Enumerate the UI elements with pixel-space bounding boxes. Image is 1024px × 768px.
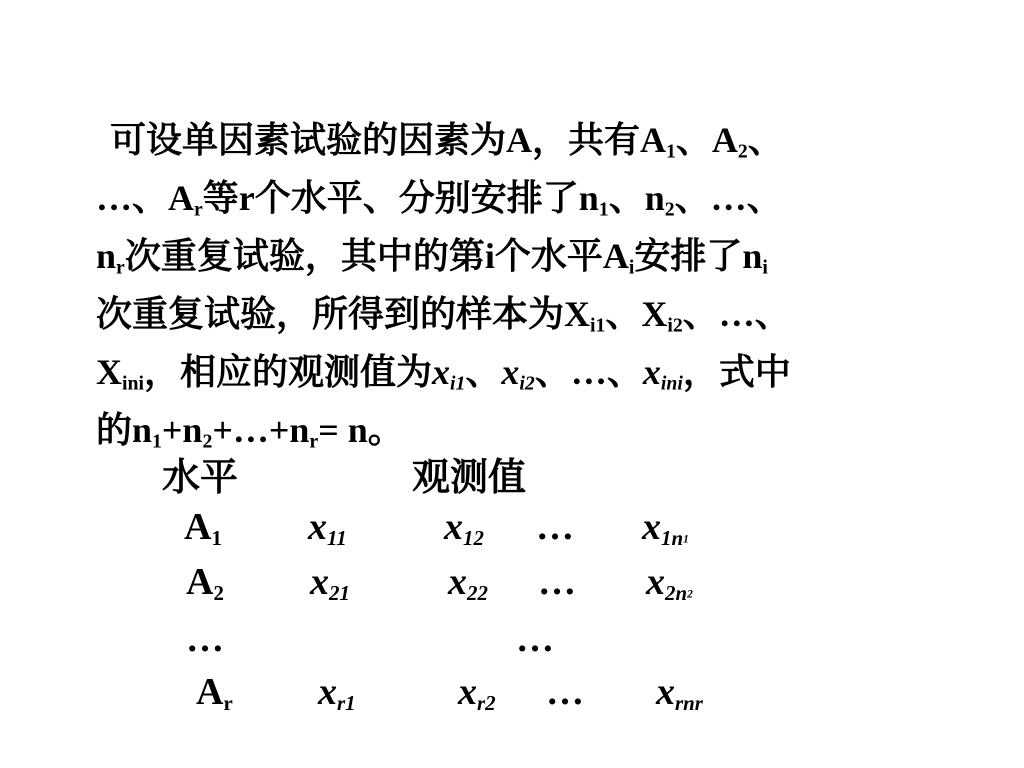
subscript: i1	[450, 372, 466, 395]
paragraph-line-3	[96, 227, 986, 285]
variable-x: x	[318, 671, 337, 713]
subscript: 1	[598, 198, 609, 221]
subscript: i1	[590, 314, 606, 337]
subscript: i	[628, 256, 635, 279]
text-segment: 等r个水平、分别安排了n	[202, 178, 599, 218]
obs-cell	[318, 670, 356, 714]
ellipsis: …	[538, 561, 576, 603]
variable-x: x	[501, 352, 520, 392]
obs-cell	[448, 560, 488, 604]
subscript: i	[762, 256, 768, 279]
subscript: 2	[737, 140, 748, 163]
ellipsis: …	[186, 618, 224, 660]
text-segment: X	[96, 352, 122, 392]
text-segment: 的n	[96, 410, 153, 450]
subscript: r1	[337, 690, 356, 715]
text-segment: 、X	[605, 294, 668, 334]
text-segment: 、…、	[682, 294, 791, 334]
variable-x: x	[308, 506, 327, 548]
variable-x: x	[310, 561, 329, 603]
subscript: ini	[122, 372, 144, 395]
text-segment: ，式中	[682, 352, 791, 392]
subscript: r	[116, 256, 125, 279]
subscript: 1	[152, 430, 162, 453]
text-segment: 可设单因素试验的因素为A，共有A	[110, 120, 666, 160]
paragraph-line-4	[96, 285, 986, 343]
paragraph-line-5	[96, 343, 986, 401]
subscript: i2	[519, 372, 535, 395]
text-segment: +n	[161, 410, 203, 450]
subscript: 1	[211, 525, 222, 550]
description-paragraph	[96, 111, 986, 459]
obs-cell	[646, 560, 693, 604]
level-cell	[196, 670, 233, 714]
text-segment: 安排了n	[634, 236, 763, 276]
subscript: rnr	[675, 690, 703, 715]
text-segment: 、	[747, 120, 784, 160]
obs-cell	[310, 560, 350, 604]
text-segment: 、n	[608, 178, 665, 218]
obs-cell	[444, 505, 484, 549]
level-cell	[184, 505, 222, 549]
sub-subscript: 1	[683, 533, 689, 546]
level-label: A	[186, 561, 214, 603]
obs-cell	[308, 505, 347, 549]
subscript: r	[194, 198, 203, 221]
ellipsis: …	[546, 671, 584, 713]
subscript: r2	[477, 690, 496, 715]
ellipsis: …	[536, 506, 574, 548]
variable-x: x	[448, 561, 467, 603]
text-segment: …、A	[96, 178, 194, 218]
subscript: r	[309, 430, 319, 453]
obs-cell	[458, 670, 496, 714]
subscript: 1n	[661, 525, 684, 550]
text-segment: +…+n	[212, 410, 310, 450]
text-segment: 次重复试验，所得到的样本为X	[96, 294, 590, 334]
sub-subscript: 2	[687, 588, 693, 601]
subscript: 2	[213, 580, 224, 605]
variable-x: x	[656, 671, 675, 713]
level-cell	[186, 560, 224, 604]
obs-cell	[642, 505, 689, 549]
variable-x: x	[642, 506, 661, 548]
variable-x: x	[458, 671, 477, 713]
variable-x: x	[642, 352, 661, 392]
text-segment: 、…、	[674, 178, 783, 218]
subscript: 2n	[665, 580, 688, 605]
subscript: 12	[463, 525, 484, 550]
subscript: r	[223, 690, 233, 715]
variable-x: x	[444, 506, 463, 548]
text-segment: n	[96, 236, 117, 276]
text-segment: 次重复试验，其中的第i个水平A	[124, 236, 629, 276]
paragraph-line-2	[96, 169, 986, 227]
ellipsis: …	[516, 618, 554, 660]
text-segment: ，相应的观测值为	[144, 352, 433, 392]
subscript: ini	[660, 372, 683, 395]
paragraph-line-1	[96, 111, 986, 169]
subscript: i2	[667, 314, 683, 337]
subscript: 2	[664, 198, 675, 221]
header-level: 水平	[162, 457, 239, 499]
subscript: 2	[202, 430, 213, 453]
subscript: 21	[329, 580, 350, 605]
text-segment: 、…、	[534, 352, 643, 392]
variable-x: x	[432, 352, 451, 392]
header-observations: 观测值	[412, 457, 527, 499]
text-segment: 、	[465, 352, 502, 392]
subscript: 11	[327, 525, 347, 550]
text-segment: 、A	[675, 120, 738, 160]
level-label: A	[196, 671, 224, 713]
obs-cell	[656, 670, 703, 714]
subscript: 1	[666, 140, 676, 163]
subscript: 22	[467, 580, 488, 605]
text-segment: = n。	[318, 410, 404, 450]
variable-x: x	[646, 561, 665, 603]
level-label: A	[184, 506, 212, 548]
